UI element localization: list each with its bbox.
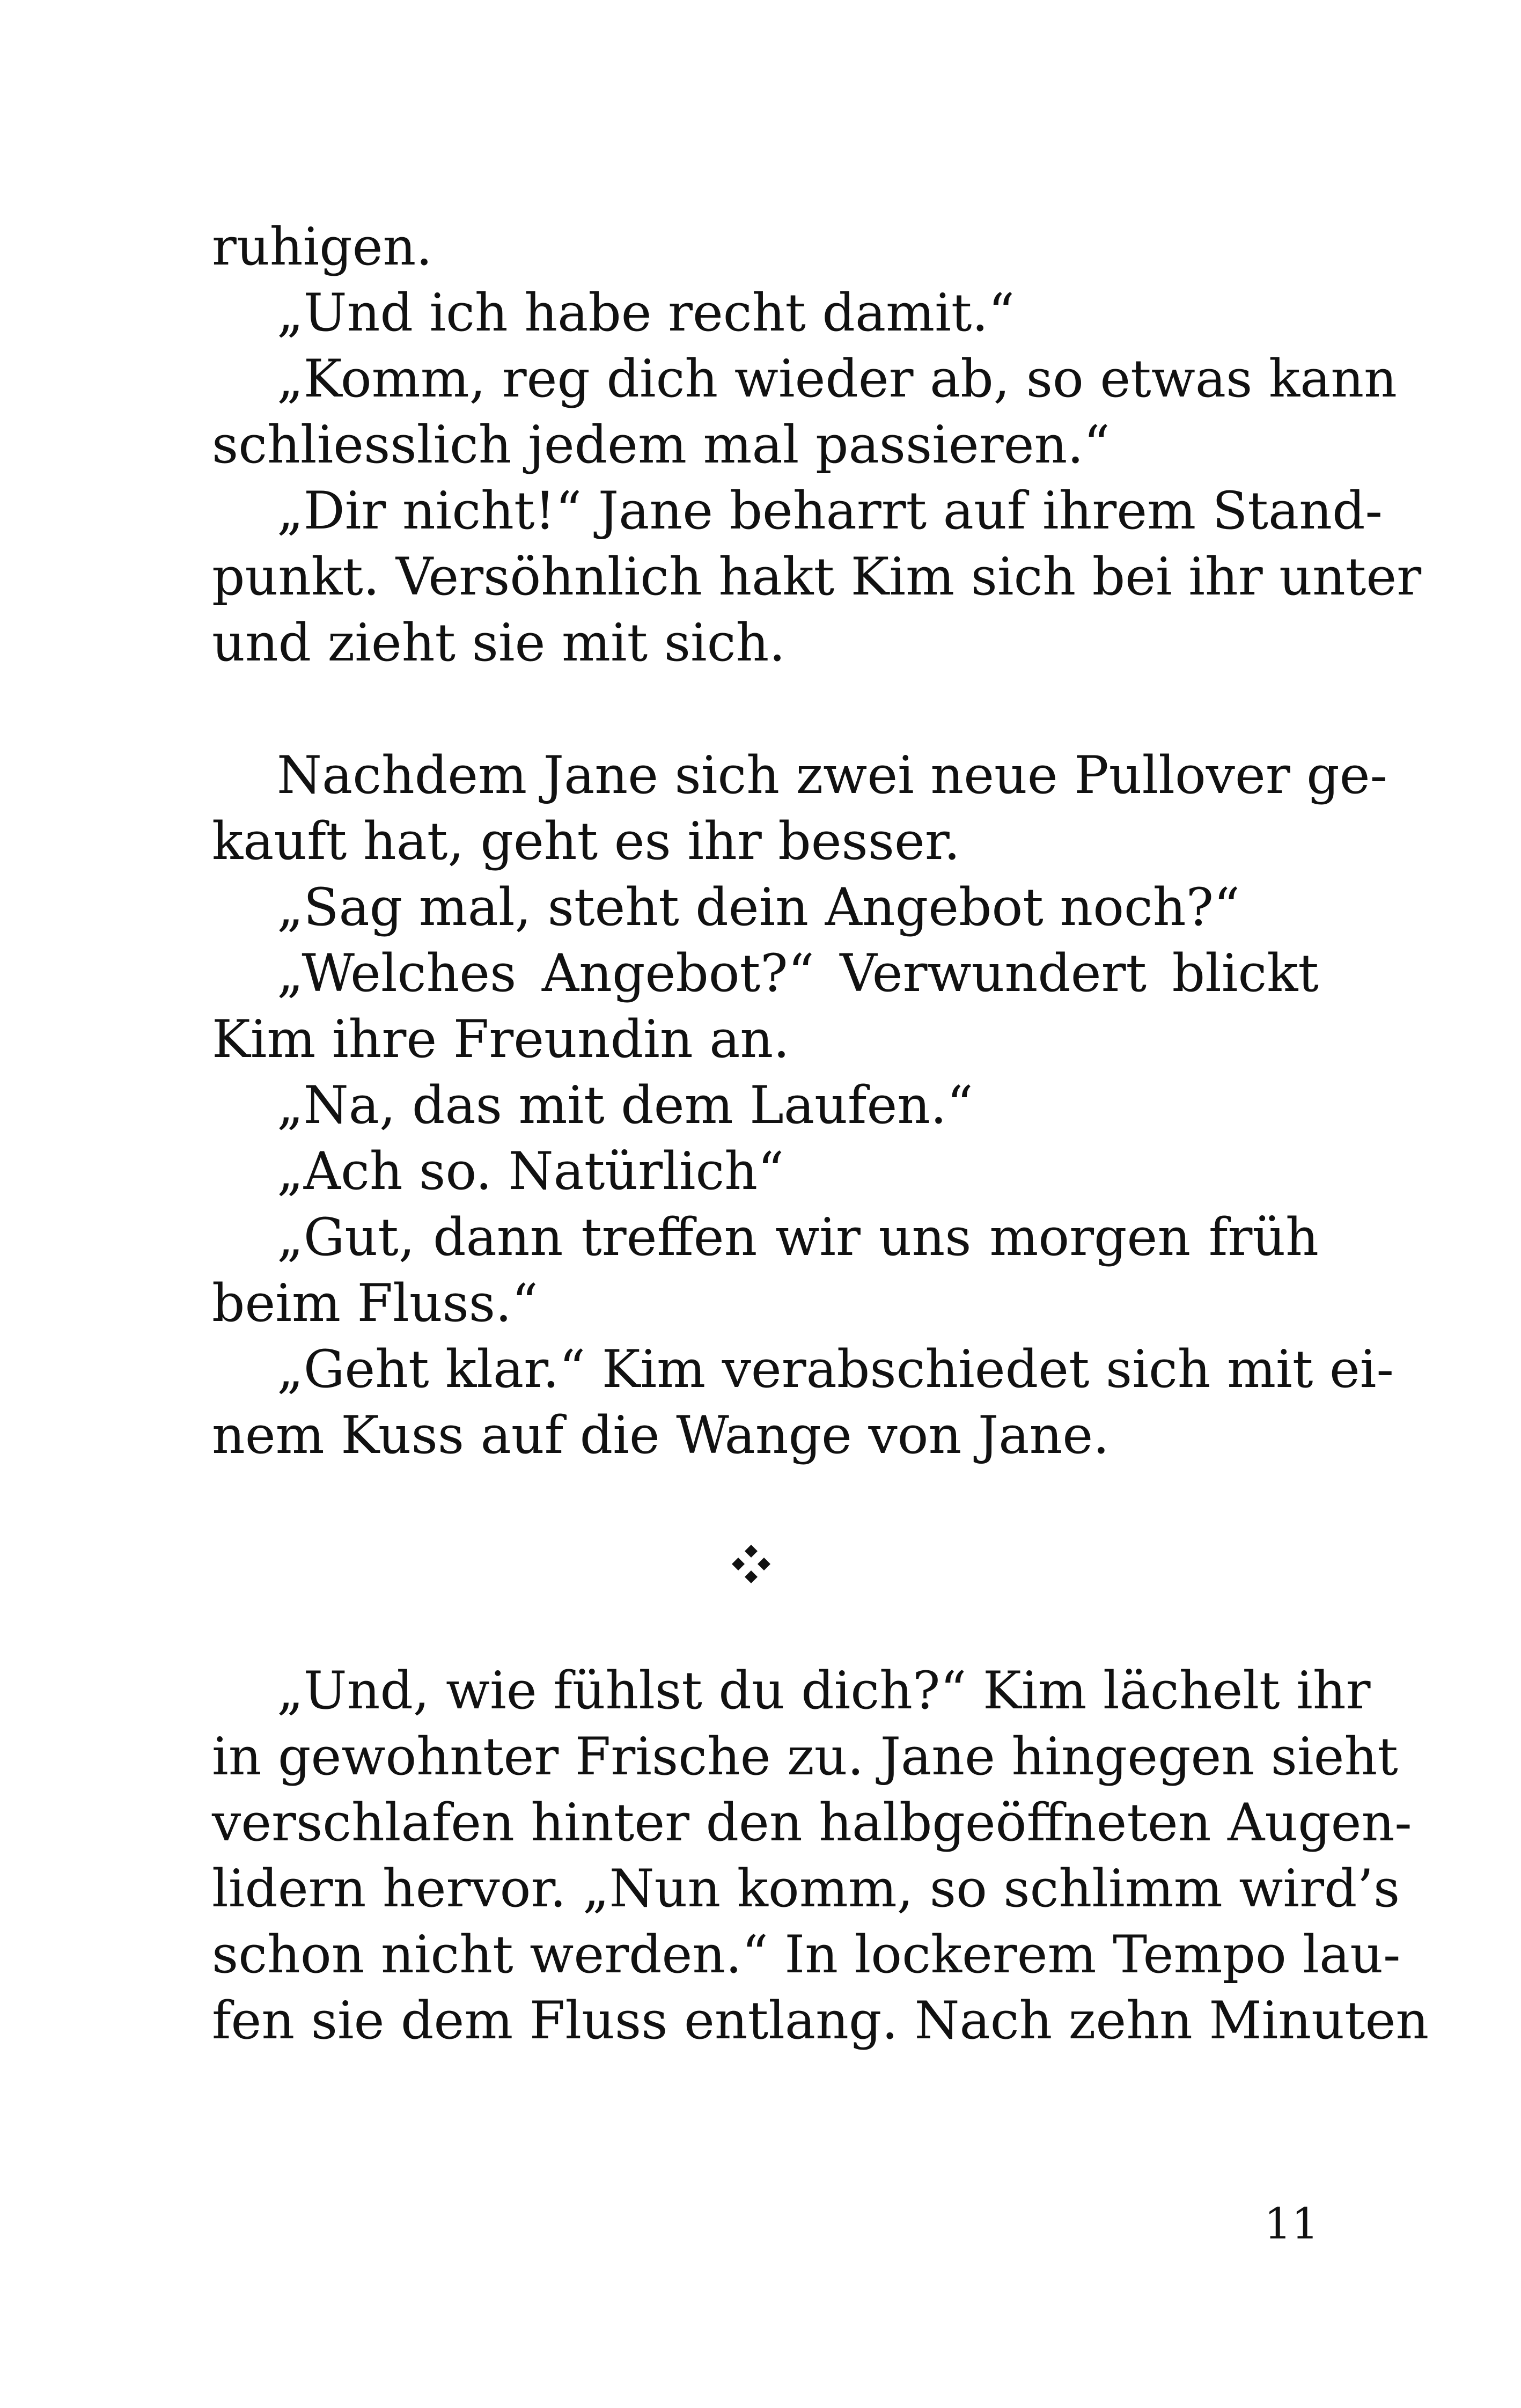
text-line: beim Fluss.“ [212, 1273, 538, 1333]
text-line: „Ach so. Natürlich“ [277, 1141, 784, 1201]
text-line: „Und ich habe recht damit.“ [277, 283, 1015, 343]
text-line: lidern hervor. „Nun komm, so schlimm wird’s [212, 1859, 1400, 1919]
text-block-3 [212, 1658, 1429, 2054]
text-line: „Na, das mit dem Laufen.“ [277, 1075, 973, 1135]
text-line: „Geht klar.“ Kim verabschiedet sich mit ei- [277, 1339, 1394, 1399]
text-line: fen sie dem Fluss entlang. Nach zehn Minuten [212, 1991, 1429, 2051]
text-line: „Komm, reg dich wieder ab, so etwas kann [277, 349, 1397, 409]
text-line: schon nicht werden.“ In lockerem Tempo lau- [212, 1925, 1401, 1985]
text-line: nem Kuss auf die Wange von Jane. [212, 1405, 1109, 1465]
four-diamond-ornament-icon [724, 1537, 778, 1591]
text-line: „Sag mal, steht dein Angebot noch?“ [277, 877, 1240, 937]
text-line: „Gut, dann treffen wir uns morgen früh [277, 1207, 1319, 1267]
text-line: Kim ihre Freundin an. [212, 1009, 790, 1069]
text-line: ruhigen. [212, 217, 432, 277]
text-line: „Dir nicht!“ Jane beharrt auf ihrem Stand- [277, 481, 1383, 541]
page-number: 11 [1264, 2199, 1319, 2249]
text-line: punkt. Versöhnlich hakt Kim sich bei ihr unter [212, 547, 1422, 607]
text-line: schliesslich jedem mal passieren.“ [212, 415, 1110, 475]
text-line: „Welches Angebot?“ Verwundert blickt [277, 943, 1319, 1003]
text-line: in gewohnter Frische zu. Jane hingegen sieht [212, 1727, 1398, 1787]
text-line: Nachdem Jane sich zwei neue Pullover ge- [277, 745, 1387, 805]
text-line: und zieht sie mit sich. [212, 613, 785, 673]
text-line: „Und, wie fühlst du dich?“ Kim lächelt ihr [277, 1661, 1371, 1721]
text-line: verschlafen hinter den halbgeöffneten Augen- [212, 1793, 1412, 1853]
text-block-1 [212, 214, 1422, 676]
text-block-2 [212, 743, 1394, 1469]
text-line: kauft hat, geht es ihr besser. [212, 811, 960, 871]
